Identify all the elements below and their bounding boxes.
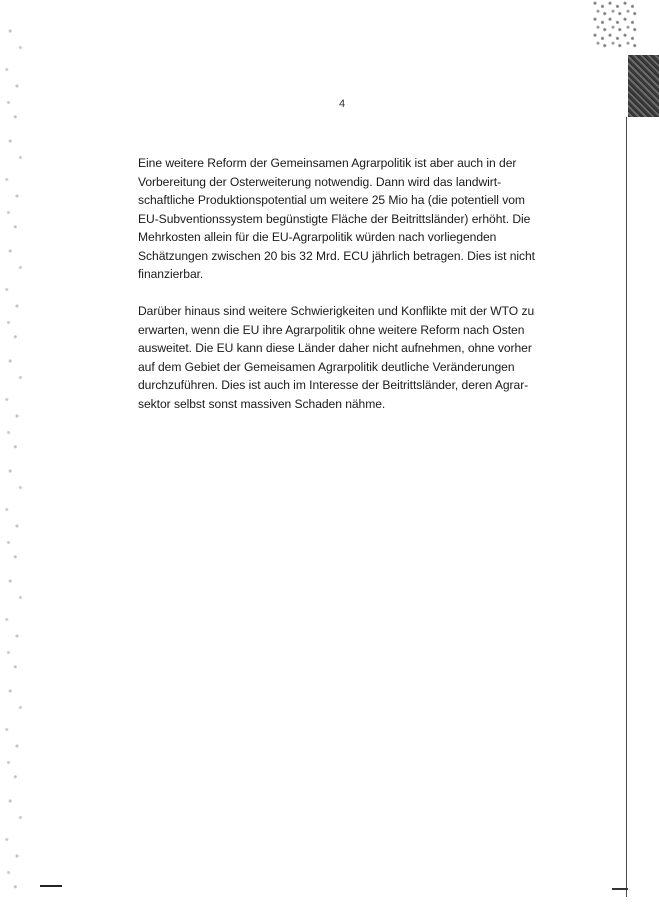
scan-mark-bottom-left (40, 885, 62, 887)
paragraph-line: finanzierbar. (138, 267, 204, 281)
paragraph-line: auf dem Gebiet der Gemeisamen Agrarpolitik deutliche Veränderungen (138, 359, 515, 374)
paragraph-line: Eine weitere Reform der Gemeinsamen Agrarpolitik ist aber auch in der (138, 156, 517, 170)
paragraph-line: Mehrkosten allein für die EU-Agrarpolitik würden nach vorliegenden (138, 230, 497, 244)
body-text (138, 154, 558, 413)
page-number: 4 (338, 98, 346, 110)
paragraph-line: ausweitet. Die EU kann diese Länder daher nicht aufnehmen, ohne vorher (138, 341, 532, 355)
scan-shadow-right (628, 55, 659, 117)
scan-edge-line-right (626, 117, 627, 897)
paragraph-line: sektor selbst sonst massiven Schaden nähme. (138, 396, 386, 411)
paragraph-1 (138, 154, 558, 284)
paragraph-line: schaftliche Produktionspotential um weitere 25 Mio ha (die potentiell vom (138, 193, 525, 207)
paragraph-line: Darüber hinaus sind weitere Schwierigkeiten und Konflikte mit der WTO zu (138, 304, 535, 318)
paragraph-line: erwarten, wenn die EU ihre Agrarpolitik ohne weitere Reform nach Osten (138, 322, 525, 337)
paragraph-line: Vorbereitung der Osterweiterung notwendig. Dann wird das landwirt- (138, 174, 502, 189)
paragraph-line: EU-Subventionssystem begünstigte Fläche der Beitrittsländer) erhöht. Die (138, 211, 531, 226)
paragraph-line: Schätzungen zwischen 20 bis 32 Mrd. ECU jährlich betragen. Dies ist nicht (138, 248, 535, 263)
scan-mark-bottom-right (612, 888, 628, 890)
paragraph-line: durchzuführen. Dies ist auch im Interesse der Beitrittsländer, deren Agrar- (138, 378, 529, 392)
scan-noise-top-right (592, 0, 637, 48)
scan-noise-left (0, 20, 34, 900)
paragraph-2 (138, 302, 558, 413)
